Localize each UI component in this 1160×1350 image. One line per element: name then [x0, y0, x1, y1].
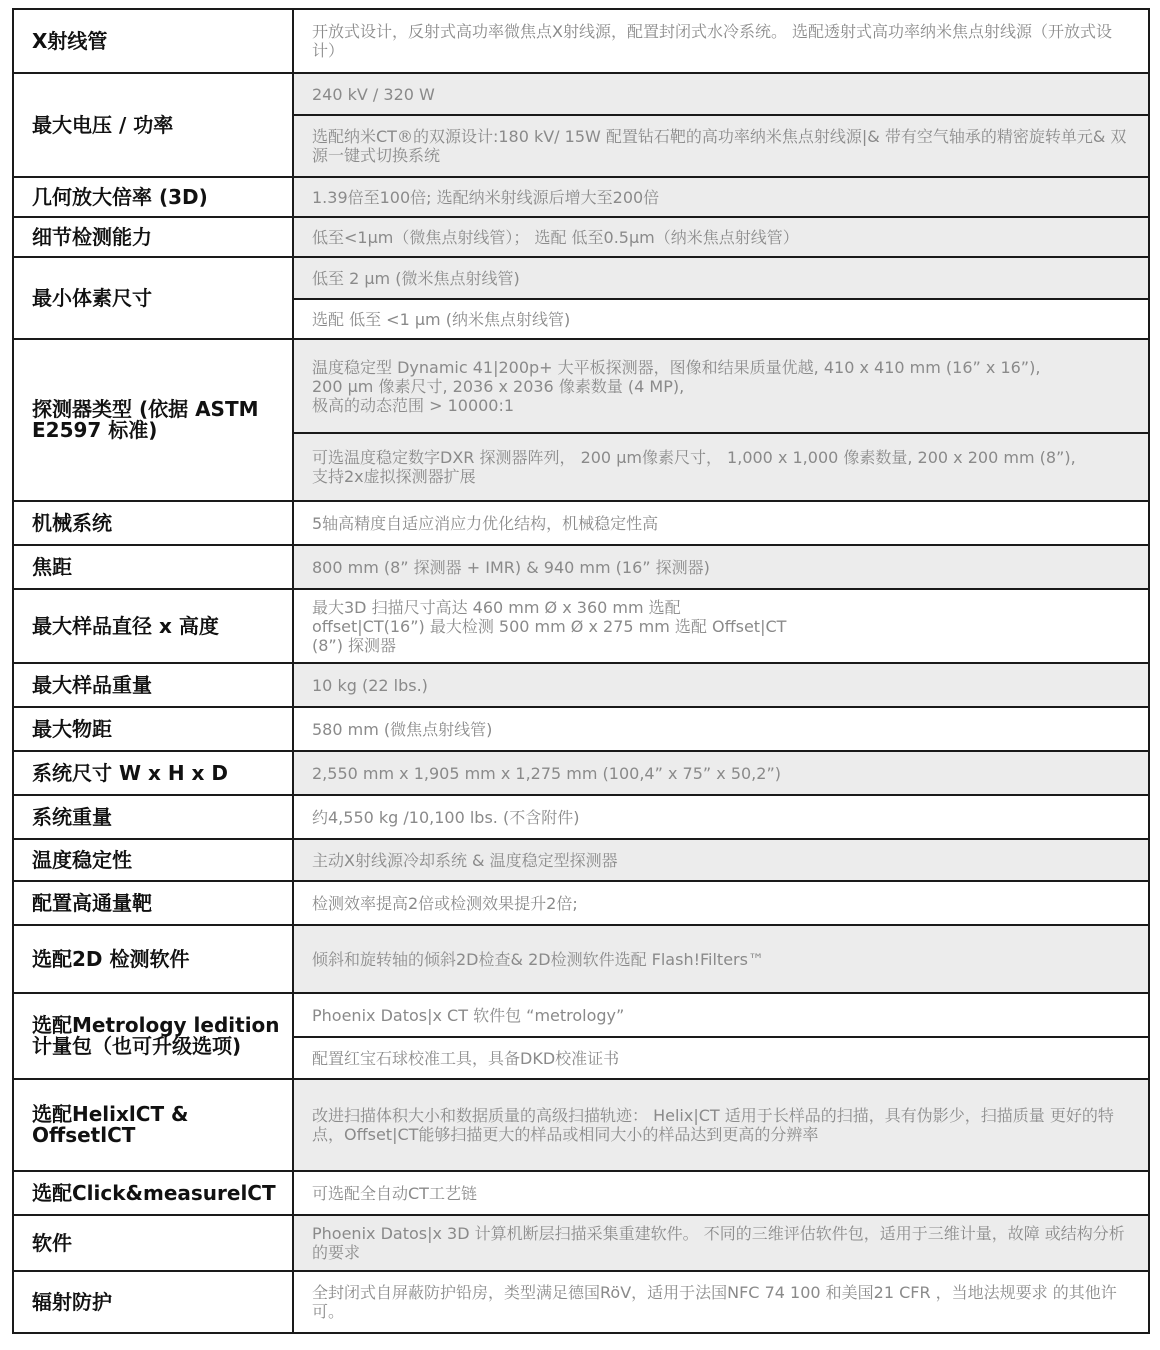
spec-value: 可选配全自动CT工艺链	[293, 1171, 1149, 1215]
spec-value: 配置红宝石球校准工具，具备DKD校准证书	[293, 1037, 1149, 1079]
spec-table-body	[13, 9, 1149, 1333]
spec-label: 温度稳定性	[13, 839, 293, 881]
spec-label: 系统重量	[13, 795, 293, 839]
spec-value: Phoenix Datos|x 3D 计算机断层扫描采集重建软件。 不同的三维评估软件包，适用于三维计量，故障 或结构分析的要求	[293, 1215, 1149, 1271]
spec-row	[13, 9, 1149, 73]
spec-label: 最大物距	[13, 707, 293, 751]
spec-label: 选配Metrology ledition 计量包（也可升级选项)	[13, 993, 293, 1079]
spec-row	[13, 1271, 1149, 1333]
spec-row	[13, 993, 1149, 1037]
spec-label: 细节检测能力	[13, 217, 293, 257]
spec-row	[13, 795, 1149, 839]
spec-label: 选配2D 检测软件	[13, 925, 293, 993]
spec-row	[13, 589, 1149, 663]
spec-value: 温度稳定型 Dynamic 41|200p+ 大平板探测器，图像和结果质量优越, 410 x 410 mm (16” x 16”), 200 µm 像素尺寸, 2036 x 2036 像素数量 (4 MP), 极高的动态范围 > 10000:1	[293, 339, 1149, 433]
spec-row	[13, 751, 1149, 795]
spec-value: Phoenix Datos|x CT 软件包 “metrology”	[293, 993, 1149, 1037]
spec-value: 最大3D 扫描尺寸高达 460 mm Ø x 360 mm 选配 offset|CT(16”) 最大检测 500 mm Ø x 275 mm 选配 Offset|CT (8”) 探测器	[293, 589, 1149, 663]
spec-label: 选配Click&measurelCT	[13, 1171, 293, 1215]
spec-row	[13, 73, 1149, 115]
spec-value: 低至<1µm（微焦点射线管）； 选配 低至0.5µm（纳米焦点射线管）	[293, 217, 1149, 257]
spec-row	[13, 339, 1149, 433]
spec-label: 焦距	[13, 545, 293, 589]
spec-value: 2,550 mm x 1,905 mm x 1,275 mm (100,4” x 75” x 50,2”)	[293, 751, 1149, 795]
spec-value: 改进扫描体积大小和数据质量的高级扫描轨迹： Helix|CT 适用于长样品的扫描，具有伪影少，扫描质量 更好的特点，Offset|CT能够扫描更大的样品或相同大小的样品达到更高的分辨率	[293, 1079, 1149, 1171]
spec-value: 全封闭式自屏蔽防护铅房，类型满足德国RöV，适用于法国NFC 74 100 和美国21 CFR ，当地法规要求 的其他许可。	[293, 1271, 1149, 1333]
spec-value: 约4,550 kg /10,100 lbs. (不含附件)	[293, 795, 1149, 839]
spec-value: 检测效率提高2倍或检测效果提升2倍;	[293, 881, 1149, 925]
spec-label: 最大电压 / 功率	[13, 73, 293, 177]
spec-value: 倾斜和旋转轴的倾斜2D检查& 2D检测软件选配 Flash!Filters™	[293, 925, 1149, 993]
spec-table	[12, 8, 1150, 1334]
spec-value: 低至 2 µm (微米焦点射线管)	[293, 257, 1149, 299]
spec-label: X射线管	[13, 9, 293, 73]
spec-label: 探测器类型 (依据 ASTM E2597 标准)	[13, 339, 293, 501]
spec-label: 几何放大倍率 (3D)	[13, 177, 293, 217]
spec-row	[13, 839, 1149, 881]
spec-row	[13, 1215, 1149, 1271]
spec-row	[13, 707, 1149, 751]
spec-value: 10 kg (22 lbs.)	[293, 663, 1149, 707]
spec-label: 最大样品直径 x 高度	[13, 589, 293, 663]
spec-value: 选配 低至 <1 µm (纳米焦点射线管)	[293, 299, 1149, 339]
spec-row	[13, 217, 1149, 257]
spec-label: 机械系统	[13, 501, 293, 545]
spec-row	[13, 1079, 1149, 1171]
spec-value: 1.39倍至100倍; 选配纳米射线源后增大至200倍	[293, 177, 1149, 217]
spec-row	[13, 545, 1149, 589]
spec-row	[13, 925, 1149, 993]
spec-row	[13, 1171, 1149, 1215]
spec-value: 580 mm (微焦点射线管)	[293, 707, 1149, 751]
spec-row	[13, 881, 1149, 925]
spec-label: 配置高通量靶	[13, 881, 293, 925]
spec-label: 最小体素尺寸	[13, 257, 293, 339]
spec-value: 开放式设计，反射式高功率微焦点X射线源，配置封闭式水冷系统。 选配透射式高功率纳米焦点射线源（开放式设计）	[293, 9, 1149, 73]
spec-row	[13, 501, 1149, 545]
spec-value: 可选温度稳定数字DXR 探测器阵列， 200 µm像素尺寸， 1,000 x 1,000 像素数量, 200 x 200 mm (8”), 支持2x虚拟探测器扩展	[293, 433, 1149, 501]
spec-label: 选配HelixlCT & OffsetlCT	[13, 1079, 293, 1171]
spec-value: 主动X射线源冷却系统 & 温度稳定型探测器	[293, 839, 1149, 881]
spec-row	[13, 177, 1149, 217]
spec-label: 辐射防护	[13, 1271, 293, 1333]
spec-value: 240 kV / 320 W	[293, 73, 1149, 115]
spec-row	[13, 257, 1149, 299]
spec-label: 软件	[13, 1215, 293, 1271]
spec-value: 选配纳米CT®的双源设计:180 kV/ 15W 配置钻石靶的高功率纳米焦点射线源|& 带有空气轴承的精密旋转单元& 双源一键式切换系统	[293, 115, 1149, 177]
spec-value: 5轴高精度自适应消应力优化结构，机械稳定性高	[293, 501, 1149, 545]
spec-value: 800 mm (8” 探测器 + IMR) & 940 mm (16” 探测器)	[293, 545, 1149, 589]
spec-label: 最大样品重量	[13, 663, 293, 707]
spec-label: 系统尺寸 W x H x D	[13, 751, 293, 795]
spec-row	[13, 663, 1149, 707]
